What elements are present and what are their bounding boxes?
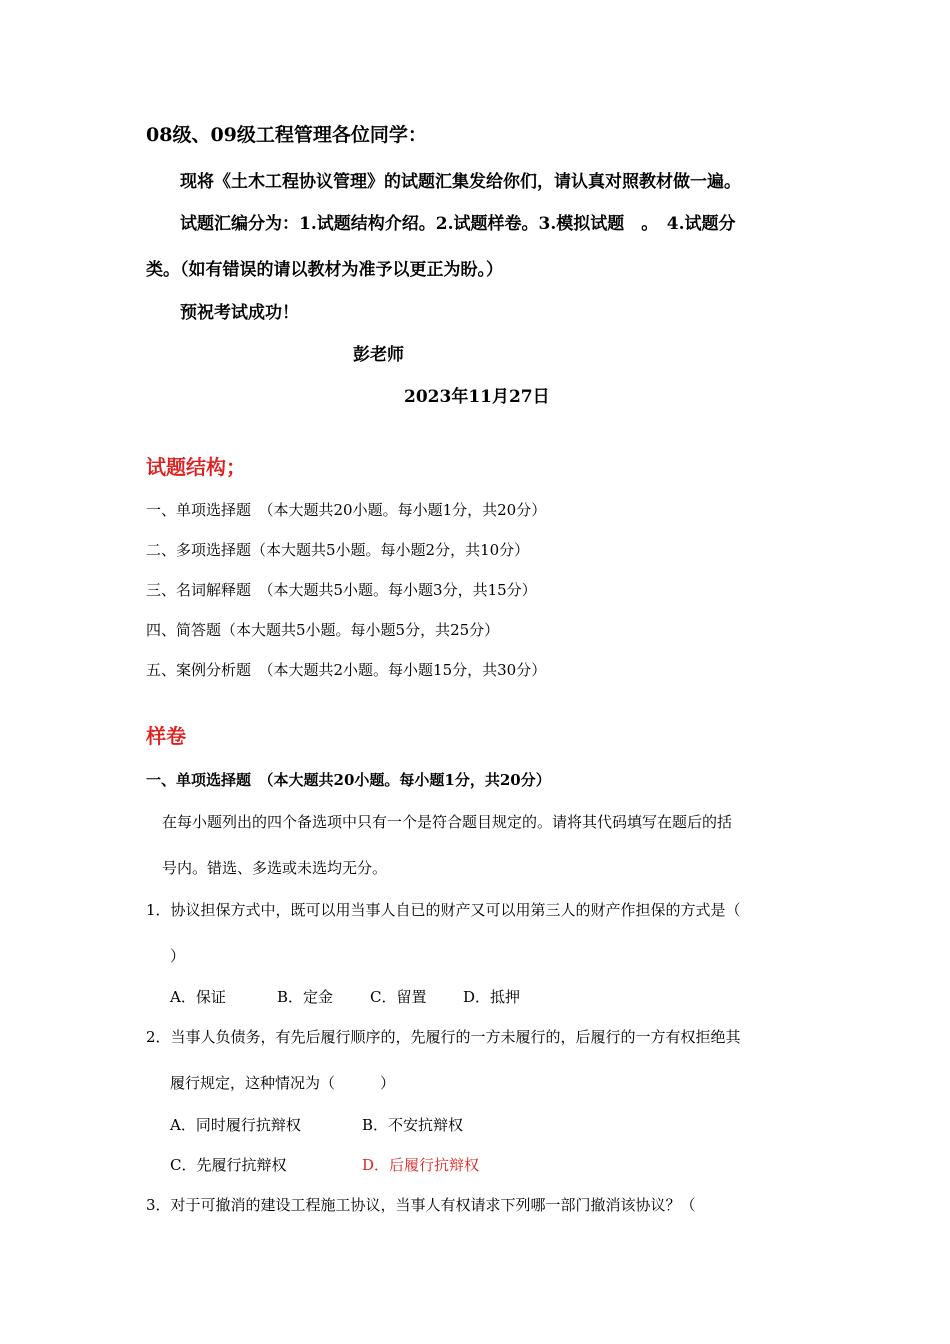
- notice-wish: 预祝考试成功！: [180, 303, 299, 323]
- structure-item-1: 一、单项选择题 （本大题共20小题。每小题1分，共20分）: [146, 501, 547, 519]
- sample-title: 样卷: [146, 724, 186, 748]
- question-1-line-2: ）: [170, 947, 186, 965]
- notice-paragraph-1: 现将《土木工程协议管理》的试题汇集发给你们，请认真对照教材做一遍。: [180, 172, 741, 192]
- question-2-option-c: C．先履行抗辩权: [170, 1156, 287, 1174]
- question-1-option-a: A．保证: [170, 988, 226, 1006]
- notice-paragraph-2-line-1: 试题汇编分为：1.试题结构介绍。2.试题样卷。3.模拟试题 。 4.试题分: [180, 214, 736, 234]
- structure-item-3: 三、名词解释题 （本大题共5小题。每小题3分，共15分）: [146, 581, 537, 599]
- notice-signature: 彭老师: [353, 345, 404, 365]
- sample-instruction-line-1: 在每小题列出的四个备选项中只有一个是符合题目规定的。请将其代码填写在题后的括: [162, 813, 733, 831]
- structure-item-2: 二、多项选择题（本大题共5小题。每小题2分，共10分）: [146, 541, 530, 559]
- question-1-line-1: 1．协议担保方式中，既可以用当事人自已的财产又可以用第三人的财产作担保的方式是（: [146, 901, 741, 919]
- sample-section-1-heading: 一、单项选择题 （本大题共20小题。每小题1分，共20分）: [146, 771, 551, 789]
- notice-date: 2023年11月27日: [404, 387, 550, 407]
- notice-paragraph-2-line-2: 类。（如有错误的请以教材为准予以更正为盼。）: [146, 260, 503, 280]
- question-1-option-c: C．留置: [370, 988, 427, 1006]
- question-2-line-1: 2．当事人负债务，有先后履行顺序的，先履行的一方未履行的，后履行的一方有权拒绝其: [146, 1028, 741, 1046]
- question-1-option-d: D．抵押: [463, 988, 521, 1006]
- question-2-option-b: B．不安抗辩权: [362, 1116, 464, 1134]
- structure-title: 试题结构；: [146, 455, 246, 479]
- structure-item-4: 四、简答题（本大题共5小题。每小题5分，共25分）: [146, 621, 500, 639]
- notice-greeting: 08级、09级工程管理各位同学：: [146, 124, 427, 146]
- question-3-line-1: 3．对于可撤消的建设工程施工协议，当事人有权请求下列哪一部门撤消该协议？（: [146, 1196, 696, 1214]
- question-2-option-d-answer: D．后履行抗辩权: [362, 1156, 480, 1174]
- question-1-option-b: B．定金: [277, 988, 334, 1006]
- question-2-option-a: A．同时履行抗辩权: [170, 1116, 301, 1134]
- sample-instruction-line-2: 号内。错选、多选或未选均无分。: [162, 859, 388, 877]
- question-2-line-2: 履行规定，这种情况为（ ）: [170, 1074, 396, 1092]
- structure-item-5: 五、案例分析题 （本大题共2小题。每小题15分，共30分）: [146, 661, 547, 679]
